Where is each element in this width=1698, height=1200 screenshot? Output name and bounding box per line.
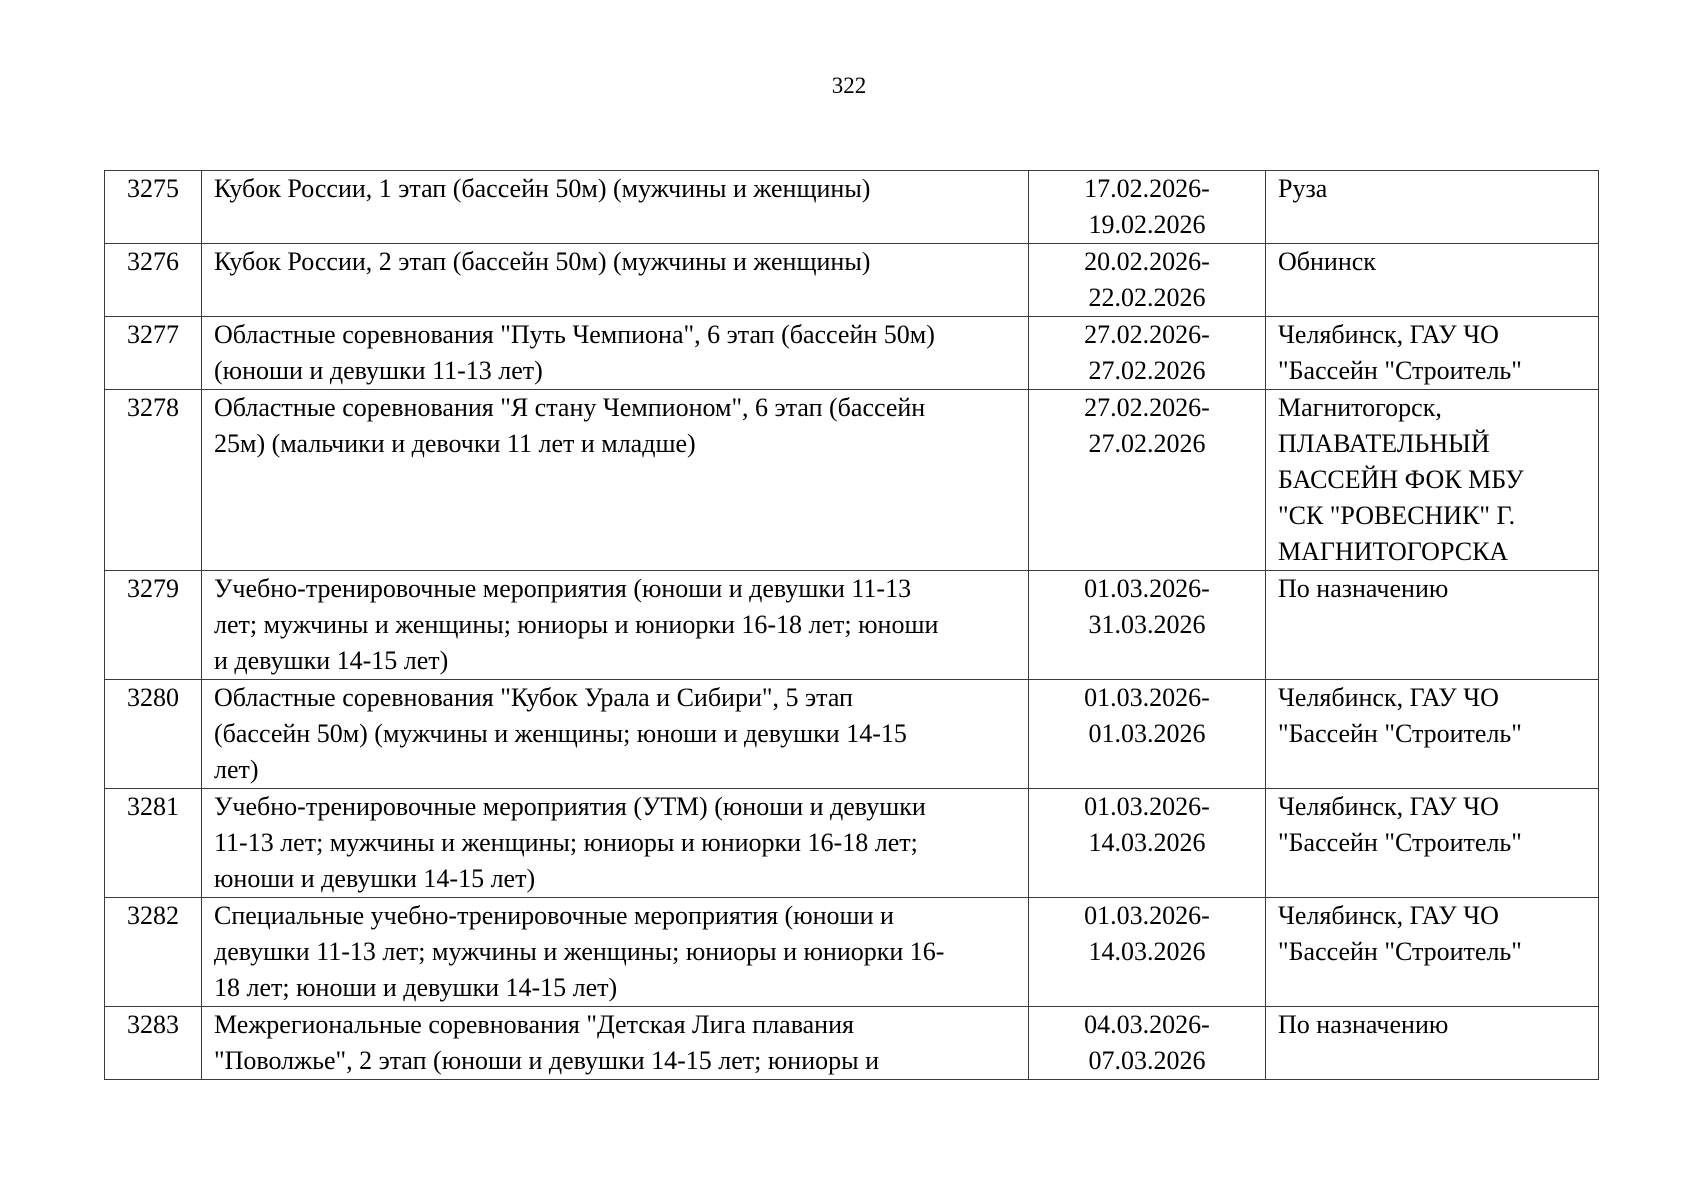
event-place: Челябинск, ГАУ ЧО "Бассейн "Строитель" — [1266, 680, 1599, 789]
row-number: 3278 — [105, 390, 202, 571]
event-dates: 01.03.2026- 01.03.2026 — [1029, 680, 1266, 789]
event-place: Челябинск, ГАУ ЧО "Бассейн "Строитель" — [1266, 789, 1599, 898]
event-name: Учебно-тренировочные мероприятия (УТМ) (юноши и девушки 11-13 лет; мужчины и женщины; юниоры и юниорки 16-18 лет; юноши и девушки 14-15 лет) — [202, 789, 1029, 898]
table-row — [105, 390, 1599, 571]
event-name: Межрегиональные соревнования "Детская Лига плавания "Поволжье", 2 этап (юноши и девушки 14-15 лет; юниоры и — [202, 1007, 1029, 1080]
event-place: Челябинск, ГАУ ЧО "Бассейн "Строитель" — [1266, 898, 1599, 1007]
row-number: 3277 — [105, 317, 202, 390]
event-place: Челябинск, ГАУ ЧО "Бассейн "Строитель" — [1266, 317, 1599, 390]
event-dates: 20.02.2026- 22.02.2026 — [1029, 244, 1266, 317]
event-name: Учебно-тренировочные мероприятия (юноши и девушки 11-13 лет; мужчины и женщины; юниоры и юниорки 16-18 лет; юноши и девушки 14-15 лет) — [202, 571, 1029, 680]
table-row — [105, 789, 1599, 898]
event-dates: 04.03.2026- 07.03.2026 — [1029, 1007, 1266, 1080]
table-row — [105, 680, 1599, 789]
event-dates: 01.03.2026- 31.03.2026 — [1029, 571, 1266, 680]
event-name: Кубок России, 2 этап (бассейн 50м) (мужчины и женщины) — [202, 244, 1029, 317]
row-number: 3281 — [105, 789, 202, 898]
row-number: 3275 — [105, 171, 202, 244]
event-place: По назначению — [1266, 571, 1599, 680]
row-number: 3276 — [105, 244, 202, 317]
event-place: Руза — [1266, 171, 1599, 244]
row-number: 3280 — [105, 680, 202, 789]
event-dates: 01.03.2026- 14.03.2026 — [1029, 898, 1266, 1007]
page-number: 322 — [831, 73, 867, 98]
table-row — [105, 571, 1599, 680]
event-name: Областные соревнования "Кубок Урала и Сибири", 5 этап (бассейн 50м) (мужчины и женщины; юноши и девушки 14-15 лет) — [202, 680, 1029, 789]
event-place: По назначению — [1266, 1007, 1599, 1080]
table-row — [105, 898, 1599, 1007]
event-place: Магнитогорск, ПЛАВАТЕЛЬНЫЙ БАССЕЙН ФОК МБУ "СК "РОВЕСНИК" Г. МАГНИТОГОРСКА — [1266, 390, 1599, 571]
row-number: 3279 — [105, 571, 202, 680]
event-dates: 27.02.2026- 27.02.2026 — [1029, 317, 1266, 390]
event-name: Областные соревнования "Путь Чемпиона", 6 этап (бассейн 50м) (юноши и девушки 11-13 лет) — [202, 317, 1029, 390]
event-dates: 27.02.2026- 27.02.2026 — [1029, 390, 1266, 571]
table-row — [105, 1007, 1599, 1080]
event-dates: 17.02.2026- 19.02.2026 — [1029, 171, 1266, 244]
event-name: Кубок России, 1 этап (бассейн 50м) (мужчины и женщины) — [202, 171, 1029, 244]
event-name: Специальные учебно-тренировочные мероприятия (юноши и девушки 11-13 лет; мужчины и женщины; юниоры и юниорки 16- 18 лет; юноши и девушки 14-15 лет) — [202, 898, 1029, 1007]
row-number: 3282 — [105, 898, 202, 1007]
events-table — [104, 170, 1599, 1080]
table-row — [105, 317, 1599, 390]
table-row — [105, 244, 1599, 317]
event-place: Обнинск — [1266, 244, 1599, 317]
event-dates: 01.03.2026- 14.03.2026 — [1029, 789, 1266, 898]
event-name: Областные соревнования "Я стану Чемпионом", 6 этап (бассейн 25м) (мальчики и девочки 11 лет и младше) — [202, 390, 1029, 571]
table-row — [105, 171, 1599, 244]
row-number: 3283 — [105, 1007, 202, 1080]
